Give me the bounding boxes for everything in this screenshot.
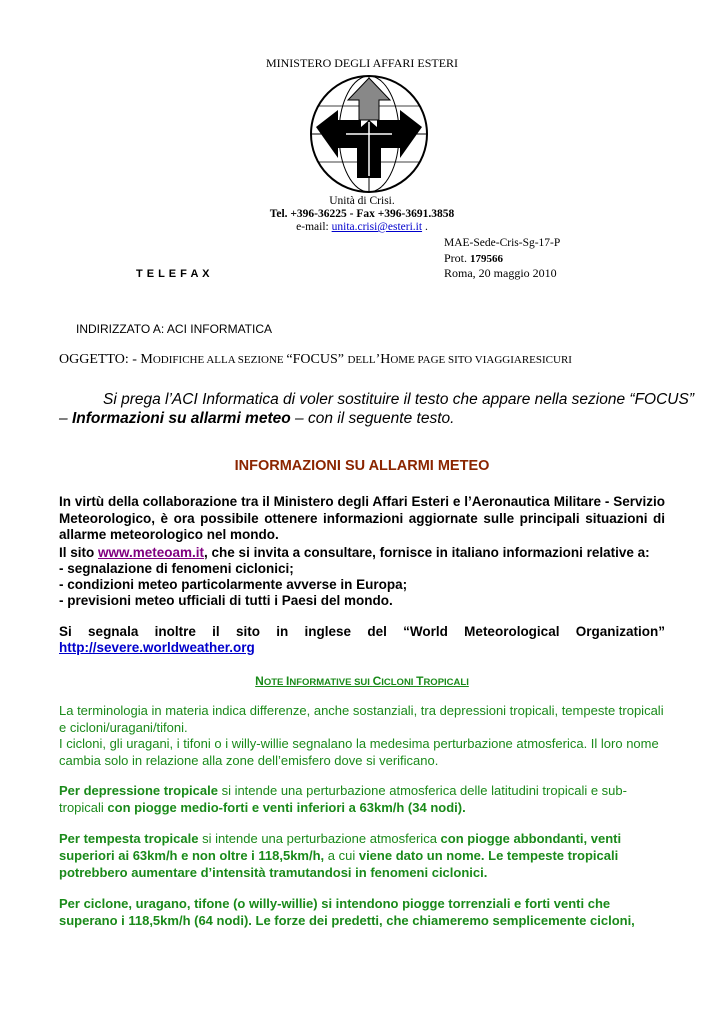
email-prefix: e-mail: [296, 221, 332, 233]
meteoam-link[interactable]: www.meteoam.it [98, 545, 205, 560]
subject-part: ’H [375, 352, 391, 367]
request-bold: Informazioni su allarmi meteo [71, 410, 291, 427]
unit-name: Unità di Crisi. [329, 195, 395, 207]
notes-title-part: C [372, 674, 382, 688]
globe-cross-logo [306, 72, 432, 196]
site-suffix: , che si invita a consultare, fornisce in italiano informazioni relative a: [204, 545, 650, 560]
phone-fax: Tel. +396-36225 - Fax +396-3691.3858 [269, 208, 455, 220]
site-line [59, 545, 665, 562]
subject-part: DELL [347, 354, 376, 366]
intro-paragraph: In virtù della collaborazione tra il Ministero degli Affari Esteri e l’Aeronautica Militare - Servizio Meteorologico, è ora possibile ottenere informazioni aggiornate sulle principali situazioni di allarme meteorologico nel mondo. [59, 494, 665, 542]
notes-bold: con piogge abbondanti, venti superiori ai 63km/h e non oltre i 118,5km/h, [59, 831, 622, 863]
notes-paragraph-4 [59, 830, 665, 881]
notes-paragraph-3 [59, 782, 665, 816]
notes-title-part: N [255, 674, 264, 688]
subject-label: OGGETTO: - [59, 352, 141, 367]
request-line-2 [59, 409, 679, 428]
request-rest: – con il seguente testo. [290, 410, 455, 427]
notes-paragraph-2: I cicloni, gli uragani, i tifoni o i willy-willie segnalano la medesima perturbazione atmosferica. Il loro nome cambia solo in relazione alla zone dell’emisfero dove si verificano. [59, 736, 659, 768]
request-dash: – [59, 410, 72, 427]
site-prefix: Il sito [59, 545, 99, 560]
notes-title-part: ICLONI [381, 677, 417, 688]
subject-part: OME PAGE SITO VIAGGIARESICURI [390, 354, 572, 366]
notes-bold: viene dato un nome. Le tempeste tropicali potrebbero aumentare d’intensità tramutandosi in fenomeni ciclonici. [59, 848, 619, 880]
notes-title [0, 674, 724, 688]
date: Roma, 20 maggio 2010 [444, 266, 557, 280]
bullet-item: - condizioni meteo particolarmente avverse in Europa; [59, 577, 408, 592]
notes-text: si intende una perturbazione atmosferica [198, 831, 441, 846]
notes-title-part: NFORMATIVE SUI [289, 677, 373, 688]
section-title: INFORMAZIONI SU ALLARMI METEO [234, 458, 490, 474]
email-suffix: . [422, 221, 428, 233]
request-line-1: Si prega l’ACI Informatica di voler sostituire il testo che appare nella sezione “FOCUS” [103, 391, 694, 408]
protocol-number: 179566 [470, 253, 504, 265]
notes-bold: Per tempesta tropicale [59, 831, 199, 846]
email-line [0, 221, 724, 233]
notes-bold: Per depressione tropicale [59, 783, 218, 798]
notes-bold: con piogge medio-forti e venti inferiori a 63km/h (34 nodi). [107, 800, 466, 815]
notes-text: a cui [324, 848, 359, 863]
telefax-label: T E L E F A X [136, 268, 210, 280]
subject-line [59, 352, 572, 368]
notes-title-part: ROPICALI [423, 677, 469, 688]
protocol-label: Prot. [444, 251, 471, 265]
notes-paragraph-5: Per ciclone, uragano, tifone (o willy-willie) si intendono piogge torrenziali e forti venti che superano i 118,5km/h (64 nodi). Le forze dei predetti, che chiameremo semplicemente cicloni, [59, 896, 635, 928]
wmo-line: Si segnala inoltre il sito in inglese del “World Meteorological Organization” [59, 624, 665, 639]
notes-paragraph-1: La terminologia in materia indica differenze, anche sostanziali, tra depressioni tropicali, tempeste tropicali e cicloni/uragani/tifoni. [59, 703, 664, 735]
request-paragraph [59, 390, 694, 428]
subject-part: “FOCUS” [286, 352, 348, 367]
worldweather-link[interactable]: http://severe.worldweather.org [59, 640, 255, 655]
wmo-link-line [59, 640, 665, 657]
notes-text: si intende una perturbazione atmosferica delle latitudini tropicali e sub-tropicali [59, 783, 627, 815]
notes-title-part: OTE [263, 677, 287, 688]
reference-code: MAE-Sede-Cris-Sg-17-P [444, 237, 561, 249]
email-link[interactable]: unita.crisi@esteri.it [331, 221, 423, 233]
subject-part: ODIFICHE ALLA SEZIONE [152, 354, 287, 366]
addressee: INDIRIZZATO A: ACI INFORMATICA [76, 322, 273, 336]
bullet-item: - segnalazione di fenomeni ciclonici; [59, 561, 294, 576]
notes-title-part: T [416, 674, 424, 688]
ministry-name: MINISTERO DEGLI AFFARI ESTERI [265, 56, 459, 70]
subject-part: M [140, 352, 153, 367]
ministry-emblem [306, 72, 432, 196]
bullet-item: - previsioni meteo ufficiali di tutti i Paesi del mondo. [59, 593, 393, 608]
notes-title-part: I [286, 674, 290, 688]
protocol [444, 251, 503, 266]
